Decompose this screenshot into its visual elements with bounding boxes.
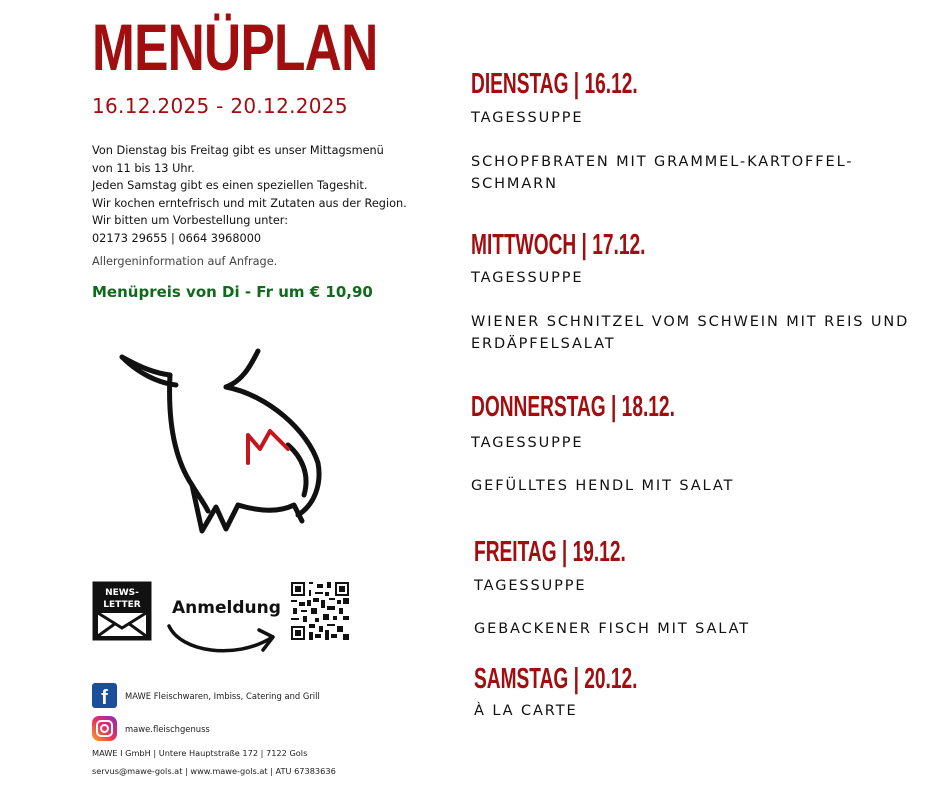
dish-main: SCHMARN	[471, 176, 558, 192]
date-range: 16.12.2025 - 20.12.2025	[92, 94, 348, 118]
dish-main: GEFÜLLTES HENDL MIT SALAT	[471, 478, 735, 494]
day-heading-samstag: SAMSTAG | 20.12.	[474, 663, 638, 695]
dish-main: ERDÄPFELSALAT	[471, 336, 616, 352]
dish-soup: TAGESSUPPE	[471, 110, 584, 126]
newsletter-envelope-icon[interactable]	[91, 580, 153, 642]
allergen-note: Allergeninformation auf Anfrage.	[92, 255, 278, 268]
dish-main: À LA CARTE	[474, 703, 578, 719]
page-title: MENÜPLAN	[92, 10, 378, 84]
arrow-icon	[165, 620, 280, 660]
intro-line: Von Dienstag bis Freitag gibt es unser Mittagsmenü	[92, 144, 384, 157]
phone-numbers[interactable]: 02173 29655 | 0664 3968000	[92, 231, 262, 245]
dish-main: WIENER SCHNITZEL VOM SCHWEIN MIT REIS UND	[471, 314, 910, 330]
day-heading-dienstag: DIENSTAG | 16.12.	[471, 68, 638, 100]
instagram-row[interactable]	[92, 716, 210, 741]
intro-line: Wir bitten um Vorbestellung unter:	[92, 214, 289, 227]
footer-address: MAWE I GmbH | Untere Hauptstraße 172 | 7122 Gols	[92, 748, 308, 758]
newsletter-icon-text: LETTER	[103, 600, 141, 610]
day-heading-mittwoch: MITTWOCH | 17.12.	[471, 229, 646, 261]
menu-price: Menüpreis von Di - Fr um € 10,90	[92, 283, 373, 301]
intro-text	[92, 142, 442, 247]
intro-line: Jeden Samstag gibt es einen speziellen Tageshit.	[92, 179, 368, 192]
instagram-handle[interactable]: mawe.fleischgenuss	[125, 723, 210, 734]
dish-soup: TAGESSUPPE	[474, 578, 587, 594]
qr-code-icon[interactable]	[291, 582, 349, 640]
instagram-icon[interactable]	[92, 716, 117, 741]
intro-line: von 11 bis 13 Uhr.	[92, 161, 195, 175]
dish-soup: TAGESSUPPE	[471, 270, 584, 286]
dish-main: GEBACKENER FISCH MIT SALAT	[474, 621, 751, 637]
dish-soup: TAGESSUPPE	[471, 435, 584, 451]
intro-line: Wir kochen erntefrisch und mit Zutaten aus der Region.	[92, 196, 407, 210]
day-heading-donnerstag: DONNERSTAG | 18.12.	[471, 391, 675, 423]
facebook-icon[interactable]: f	[92, 683, 117, 708]
newsletter-signup-link[interactable]: Anmeldung	[172, 598, 281, 618]
facebook-row[interactable]	[92, 683, 320, 708]
dish-main: SCHOPFBRATEN MIT GRAMMEL-KARTOFFEL-	[471, 154, 854, 170]
day-heading-freitag: FREITAG | 19.12.	[474, 536, 626, 568]
newsletter-icon-text: NEWS-	[105, 588, 139, 598]
footer-contact[interactable]: servus@mawe-gols.at | www.mawe-gols.at | ATU 67383636	[92, 766, 336, 776]
bull-logo-icon	[118, 345, 328, 535]
facebook-name[interactable]: MAWE Fleischwaren, Imbiss, Catering and Grill	[125, 690, 320, 701]
